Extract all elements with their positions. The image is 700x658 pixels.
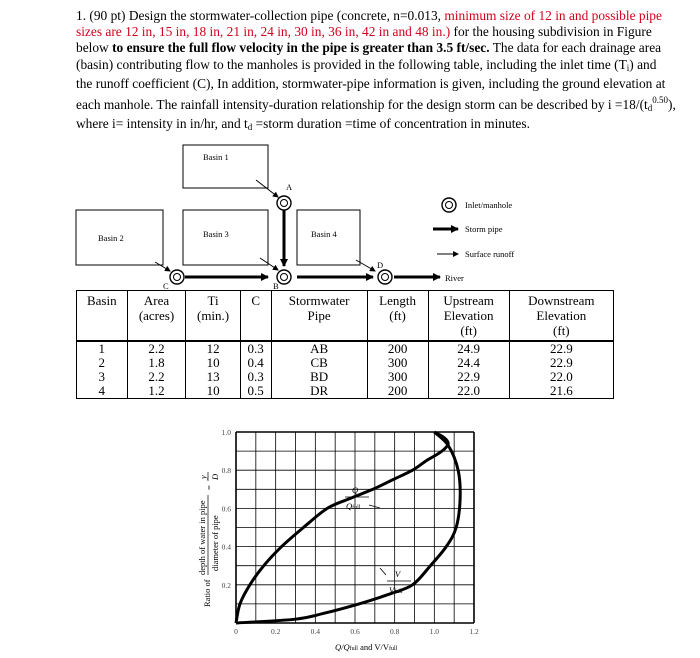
pipe-size-requirement: minimum size of 12 in and possible pipe sizes are 12 in, 15 in, 18 in, 21 in, 24 in, 30 in, 36 in, 42 in and 48 in.): [76, 8, 662, 40]
table-cell: AB: [271, 341, 367, 356]
y-label-D: D: [210, 473, 220, 480]
q-denominator: Qfull: [346, 501, 361, 511]
x-tick-label: 1.2: [469, 627, 479, 636]
basin-1-label: Basin 1: [203, 152, 229, 162]
table-cell: 2.2: [127, 370, 186, 384]
superscript: 0.50: [652, 95, 669, 106]
x-tick-label: 0.4: [310, 627, 321, 636]
basin-3-label: Basin 3: [203, 229, 229, 239]
table-cell: 24.9: [428, 341, 509, 356]
v-denominator: Vfull: [389, 585, 403, 595]
problem-text: for the housing subdivision in Figure below: [76, 24, 652, 56]
table-cell: 200: [367, 341, 428, 356]
y-tick-label: 0.8: [221, 466, 231, 476]
y-tick-label: 0.4: [221, 542, 231, 552]
table-cell: 0.3: [240, 370, 271, 384]
river-label: River: [445, 273, 464, 283]
y-axis-label: [197, 472, 220, 607]
basin-2-label: Basin 2: [98, 233, 124, 243]
x-tick-label: 0.8: [389, 627, 400, 636]
table-cell: 24.4: [428, 356, 509, 370]
column-header: Basin: [77, 291, 128, 342]
y-label-diameter: diameter of pipe: [210, 515, 220, 571]
table-cell: 13: [186, 370, 240, 384]
x-axis-label: Q/Qfull and V/Vfull: [335, 642, 398, 652]
table-cell: BD: [271, 370, 367, 384]
table-cell: 22.9: [509, 356, 613, 370]
y-label-y: y: [198, 475, 208, 479]
problem-points: (90 pt): [89, 8, 126, 23]
table-cell: 0.5: [240, 384, 271, 399]
table-cell: 200: [367, 384, 428, 399]
y-label-ratio-of: Ratio of: [202, 579, 212, 607]
problem-text: ) and the runoff coefficient (C), In addition, stormwater-pipe information is given, including the ground elevation at each manhole. The rainfall intensity-duration relationship for the design storm can be described by i =18/(t: [76, 56, 666, 113]
y-tick-label: 0.6: [221, 504, 231, 514]
table-cell: 4: [77, 384, 128, 399]
problem-text: ), where i= intensity in in/hr, and t: [76, 97, 676, 132]
table-cell: 1.8: [127, 356, 186, 370]
legend-manhole-label: Inlet/manhole: [465, 200, 513, 210]
subscript: i: [626, 62, 630, 73]
y-label-equals: =: [204, 485, 214, 490]
column-header: Downstream Elevation (ft): [509, 291, 613, 342]
table-cell: 22.0: [509, 370, 613, 384]
table-cell: 22.0: [428, 384, 509, 399]
basin-4-label: Basin 4: [311, 229, 337, 239]
table-cell: 0.3: [240, 341, 271, 356]
subscript: d: [647, 103, 653, 114]
column-header: Length (ft): [367, 291, 428, 342]
table-cell: CB: [271, 356, 367, 370]
x-tick-label: 1.0: [429, 627, 440, 636]
node-c-label: C: [163, 281, 169, 291]
node-a-label: A: [286, 182, 293, 192]
table-cell: 10: [186, 384, 240, 399]
v-ratio-annotation: [380, 568, 411, 595]
table-cell: 3: [77, 370, 128, 384]
chart-tick-labels: [222, 428, 479, 636]
node-d-label: D: [377, 260, 384, 270]
x-tick-label: 0: [234, 627, 238, 636]
table-cell: 12: [186, 341, 240, 356]
q-numerator: Q: [352, 485, 359, 495]
v-leader-line: [380, 568, 386, 575]
problem-number: 1.: [76, 8, 87, 23]
subscript: d: [247, 122, 253, 133]
legend-runoff-label: Surface runoff: [465, 249, 515, 259]
problem-text: The data for each drainage area (basin) contributing flow to the manholes is provided in the following table, including the inlet time (T: [76, 40, 662, 72]
chart-grid: [236, 432, 474, 623]
table-cell: 300: [367, 356, 428, 370]
y-label-depth: depth of water in pipe: [197, 500, 207, 575]
table-cell: 22.9: [428, 370, 509, 384]
column-header: C: [240, 291, 271, 342]
x-tick-label: 0.6: [350, 627, 360, 636]
node-b-label: B: [273, 281, 279, 291]
column-header: Upstream Elevation (ft): [428, 291, 509, 342]
column-header: Area (acres): [127, 291, 186, 342]
problem-text: =storm duration =time of concentration in minutes.: [252, 116, 530, 132]
table-cell: 1.2: [127, 384, 186, 399]
table-cell: 22.9: [509, 341, 613, 356]
column-header: Stormwater Pipe: [271, 291, 367, 342]
table-cell: 10: [186, 356, 240, 370]
v-numerator: V: [395, 569, 401, 579]
column-header: Ti (min.): [186, 291, 240, 342]
table-cell: 21.6: [509, 384, 613, 399]
legend-pipe-label: Storm pipe: [465, 224, 503, 234]
problem-text: Design the stormwater-collection pipe (concrete, n=0.013,: [125, 8, 445, 23]
table-cell: 1: [77, 341, 128, 356]
table-cell: DR: [271, 384, 367, 399]
table-cell: 2: [77, 356, 128, 370]
y-tick-label: 1.0: [221, 428, 231, 437]
table-cell: 0.4: [240, 356, 271, 370]
x-tick-label: 0.2: [270, 627, 281, 636]
table-cell: 300: [367, 370, 428, 384]
y-tick-label: 0.2: [221, 580, 231, 590]
velocity-requirement: to ensure the full flow velocity in the pipe is greater than 3.5 ft/sec.: [112, 40, 490, 56]
table-cell: 2.2: [127, 341, 186, 356]
